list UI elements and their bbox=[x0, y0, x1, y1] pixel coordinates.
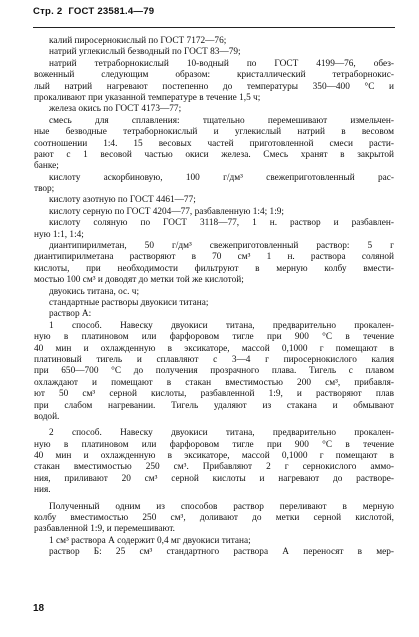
text-line: кислоту азотную по ГОСТ 4461—77; bbox=[49, 195, 196, 206]
page-label: Стр. 2 bbox=[33, 6, 63, 17]
text-line: 40 мин и охлажденную в эксикаторе, массой 0,1000 г помещают в bbox=[34, 451, 394, 462]
header-rule bbox=[33, 27, 395, 28]
text-line: двуокись титана, ос. ч; bbox=[49, 286, 140, 297]
text-line: разбавленной 1:9, и перемешивают. bbox=[34, 524, 175, 535]
text-line: 1 способ. Навеску двуокиси титана, предварительно прокален- bbox=[49, 320, 394, 331]
text-line: стандартные растворы двуокиси титана; bbox=[49, 297, 209, 308]
text-line: ную в платиновом или фарфоровом тигле при 900 °С в течение bbox=[34, 332, 394, 343]
text-line: натрий тетраборнокислый 10-водный по ГОСТ 4199—76, обез- bbox=[49, 58, 394, 69]
text-line: колбу вместимостью 250 см³, доливают до метки серной кислотой, bbox=[34, 513, 394, 524]
text-line: лый натрий нагревают постепенно до температуры 350—400 °С и bbox=[34, 81, 394, 92]
page-header bbox=[33, 6, 393, 22]
text-line: водой. bbox=[34, 411, 60, 422]
text-line: смесь для сплавления: тщательно перемешивают измельчен- bbox=[49, 115, 394, 126]
text-line: калий пиросернокислый по ГОСТ 7172—76; bbox=[49, 36, 227, 46]
text-line: ную 1:1, 1:4; bbox=[34, 229, 84, 240]
page-number: 18 bbox=[33, 603, 45, 614]
text-line: платиновый тигель и сплавляют с 3—4 г пиросернокислого калия bbox=[34, 354, 394, 365]
text-line: 40 мин и охлажденную в эксикаторе, массой 0,1000 г помещают в bbox=[34, 343, 394, 354]
text-line: ные безводные тетраборнокислый и углекислый натрий в весовом bbox=[34, 127, 394, 138]
text-line: кислоту соляную по ГОСТ 3118—77, 1 н. раствор и разбавлен- bbox=[49, 218, 394, 229]
text-line: ния. bbox=[34, 485, 51, 496]
text-line: Полученный одним из способов раствор переливают в мерную bbox=[49, 501, 394, 512]
text-line: кислоты, при необходимости фильтруют в мерную колбу вмести- bbox=[34, 263, 394, 274]
text-line: при 650—700 °С до получения прозрачного плава. Тигель с плавом bbox=[34, 366, 394, 377]
text-line: твор; bbox=[34, 184, 55, 195]
text-line: раствор Б: 25 см³ стандартного раствора А переносят в мер- bbox=[49, 547, 394, 558]
text-line: кислоту аскорбиновую, 100 г/дм³ свежеприготовленный рас- bbox=[49, 172, 394, 183]
text-line: ния, приливают 20 см³ серной кислоты и нагревают до растворе- bbox=[34, 473, 394, 484]
text-line: рают с 1 весовой частью окиси железа. Смесь хранят в закрытой bbox=[34, 149, 394, 160]
text-line: кислоту серную по ГОСТ 4204—77, разбавленную 1:4; 1:9; bbox=[49, 206, 285, 217]
text-line: натрий углекислый безводный по ГОСТ 83—79; bbox=[49, 47, 241, 58]
text-line: прокаливают при указанной температуре в течение 1,5 ч; bbox=[34, 92, 261, 103]
text-line: раствор А: bbox=[49, 309, 92, 320]
text-line: стакан вместимостью 250 см³. Прибавляют 2 г сернокислого аммо- bbox=[34, 462, 394, 473]
text-line: 2 способ. Навеску двуокиси титана, предварительно прокален- bbox=[49, 428, 394, 439]
text-line: железа окись по ГОСТ 4173—77; bbox=[49, 104, 182, 115]
text-line: банке; bbox=[34, 161, 59, 172]
standard-number: ГОСТ 23581.4—79 bbox=[68, 6, 155, 17]
body-text bbox=[34, 36, 394, 559]
text-line: ют 50 см³ серной кислоты, разбавленной 1:9, и растворяют плав bbox=[34, 389, 394, 400]
text-line: охлаждают и помещают в стакан вместимостью 200 см³, прибавля- bbox=[34, 377, 394, 388]
text-line: воженный следующим образом: кристаллический тетраборнокис- bbox=[34, 70, 394, 81]
text-line: ную в платиновом или фарфоровом тигле при 900 °С в течение bbox=[34, 439, 394, 450]
text-line: при слабом нагревании. Тигель удаляют из стакана и обмывают bbox=[34, 400, 394, 411]
text-line: диантипирилметана растворяют в 70 см³ 1 н. раствора соляной bbox=[34, 252, 394, 263]
text-line: диантипирилметан, 50 г/дм³ свежеприготовленный раствор: 5 г bbox=[49, 241, 394, 252]
text-line: соотношении 1:4. 15 весовых частей приготовленной смеси расти- bbox=[34, 138, 394, 149]
text-line: 1 см³ раствора А содержит 0,4 мг двуокиси титана; bbox=[49, 535, 251, 546]
text-line: мостью 100 см³ и доводят до метки той же кислотой; bbox=[34, 275, 244, 286]
